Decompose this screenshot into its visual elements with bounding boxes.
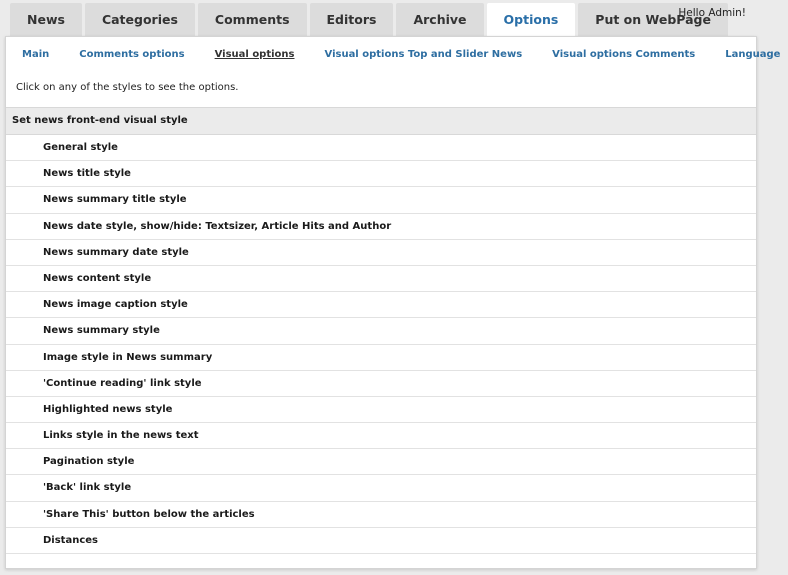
style-item-news-summary-title[interactable]: News summary title style: [6, 187, 756, 213]
section-title: Set news front-end visual style: [6, 107, 756, 135]
options-sub-nav: [6, 37, 781, 71]
main-tabs: [10, 3, 731, 36]
tab-options[interactable]: Options: [487, 3, 576, 37]
intro-text: Click on any of the styles to see the options.: [16, 82, 239, 93]
style-item-news-summary[interactable]: News summary style: [6, 318, 756, 344]
subtab-main[interactable]: Main: [22, 48, 50, 60]
tab-news[interactable]: News: [10, 3, 82, 36]
style-item-general[interactable]: General style: [6, 135, 756, 161]
style-item-news-content[interactable]: News content style: [6, 266, 756, 292]
style-item-share-this-button[interactable]: 'Share This' button below the articles: [6, 502, 756, 528]
style-item-highlighted-news[interactable]: Highlighted news style: [6, 397, 756, 423]
style-item-news-date[interactable]: News date style, show/hide: Textsizer, Article Hits and Author: [6, 214, 756, 240]
style-list: [6, 135, 756, 554]
tab-comments[interactable]: Comments: [198, 3, 307, 36]
style-item-news-image-caption[interactable]: News image caption style: [6, 292, 756, 318]
tab-archive[interactable]: Archive: [396, 3, 483, 36]
subtab-visual-options-comments[interactable]: Visual options Comments: [552, 48, 696, 60]
style-item-pagination[interactable]: Pagination style: [6, 449, 756, 475]
style-item-news-summary-date[interactable]: News summary date style: [6, 240, 756, 266]
tab-put-on-webpage[interactable]: Put on WebPage: [578, 3, 728, 36]
subtab-visual-options-top-slider[interactable]: Visual options Top and Slider News: [324, 48, 523, 60]
style-item-back-link[interactable]: 'Back' link style: [6, 475, 756, 501]
style-item-news-title[interactable]: News title style: [6, 161, 756, 187]
subtab-comments-options[interactable]: Comments options: [79, 48, 185, 60]
style-item-links-in-text[interactable]: Links style in the news text: [6, 423, 756, 449]
tab-editors[interactable]: Editors: [310, 3, 394, 36]
user-greeting: Hello Admin!: [678, 7, 746, 19]
style-item-distances[interactable]: Distances: [6, 528, 756, 554]
style-item-continue-reading-link[interactable]: 'Continue reading' link style: [6, 371, 756, 397]
style-item-image-in-summary[interactable]: Image style in News summary: [6, 345, 756, 371]
subtab-language[interactable]: Language: [725, 48, 781, 60]
tab-categories[interactable]: Categories: [85, 3, 195, 36]
subtab-visual-options[interactable]: Visual options: [214, 48, 295, 60]
options-panel: [5, 36, 781, 569]
